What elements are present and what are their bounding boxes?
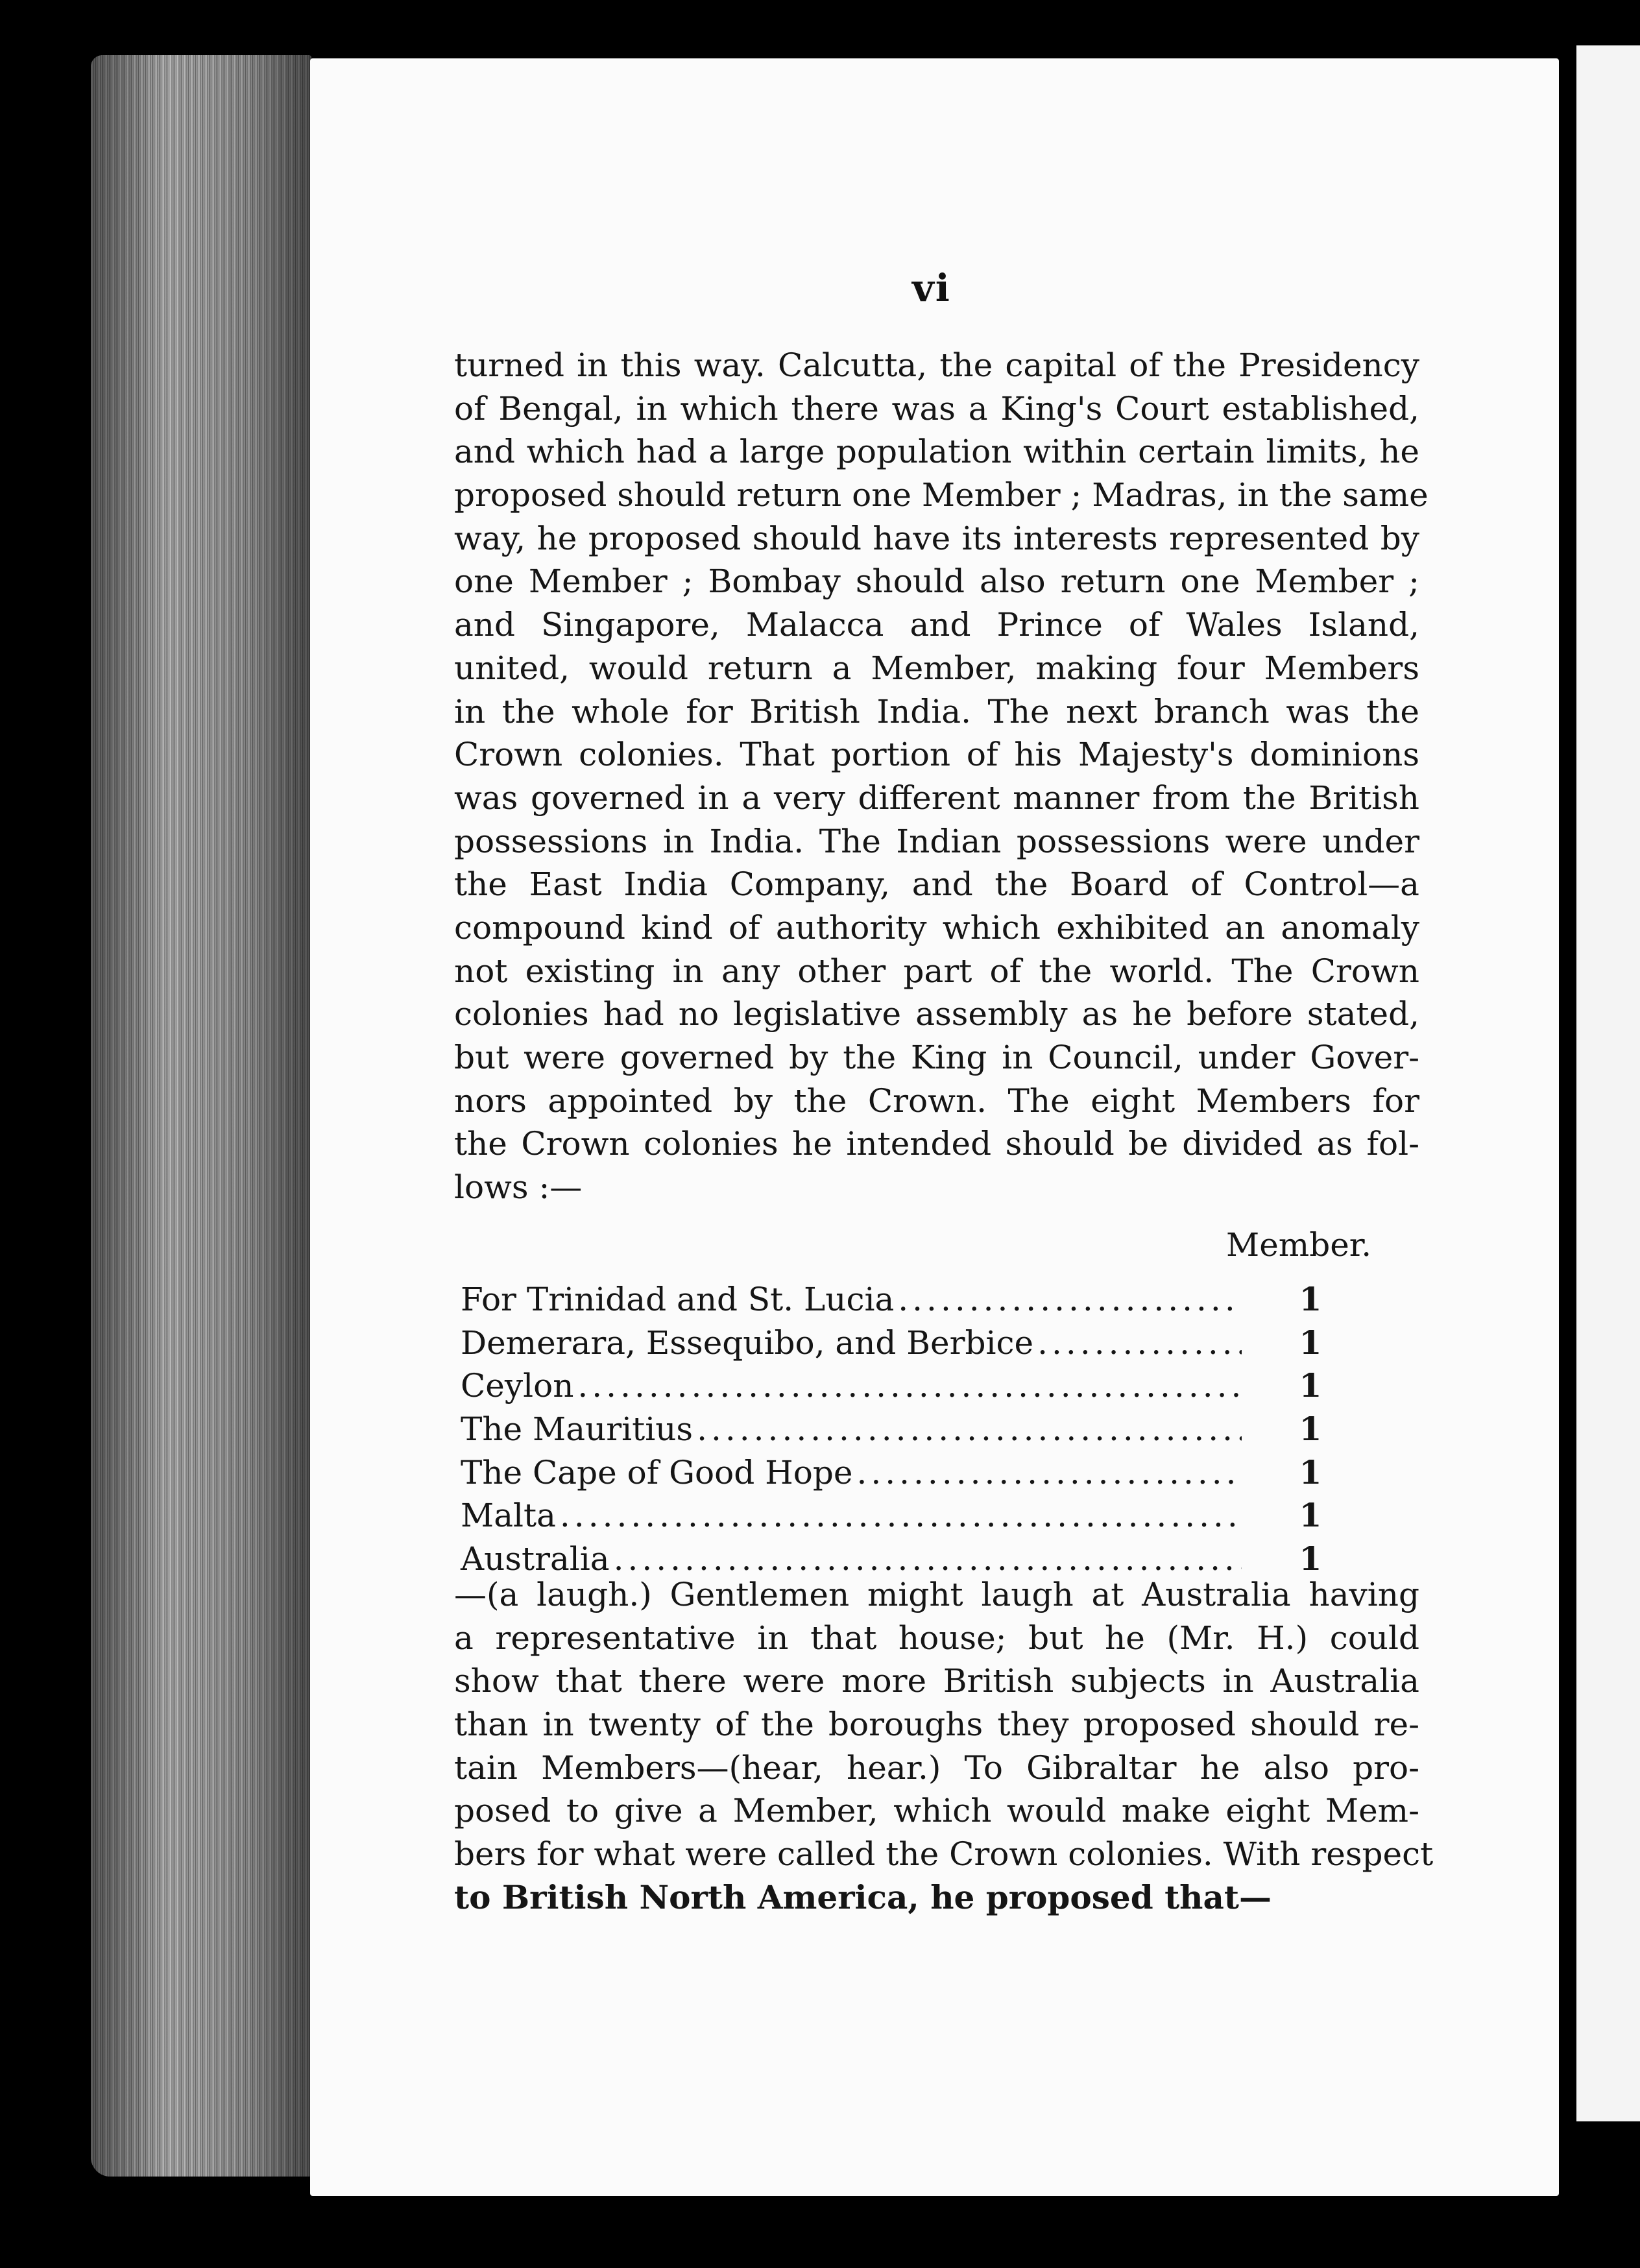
text-line: and which had a large population within certain limits, he xyxy=(454,433,1419,471)
text-line: posed to give a Member, which would make eight Mem- xyxy=(454,1792,1419,1830)
row-value: 1 xyxy=(1299,1323,1322,1362)
leader-dots xyxy=(898,1278,1242,1321)
row-label: Australia xyxy=(461,1540,610,1578)
text-line: Crown colonies. That portion of his Majesty's dominions xyxy=(454,736,1419,774)
text-line: in the whole for British India. The next branch was the xyxy=(454,692,1419,730)
text-line: was governed in a very different manner from the British xyxy=(454,778,1419,817)
row-label: The Cape of Good Hope xyxy=(461,1453,853,1491)
text-line: proposed should return one Member ; Madras, in the same xyxy=(454,476,1429,514)
book-fore-edge-shadow xyxy=(91,55,311,2177)
text-line: of Bengal, in which there was a King's Court established, xyxy=(454,389,1419,428)
row-value: 1 xyxy=(1299,1453,1322,1491)
table-row xyxy=(461,1321,1336,1365)
row-label: The Mauritius xyxy=(461,1410,693,1449)
row-label: Ceylon xyxy=(461,1367,574,1405)
leader-dots xyxy=(856,1451,1242,1495)
table-row xyxy=(461,1451,1336,1495)
row-label: Demerara, Essequibo, and Berbice xyxy=(461,1323,1034,1362)
row-value: 1 xyxy=(1299,1496,1322,1535)
text-line: united, would return a Member, making four Members xyxy=(454,649,1419,687)
text-line: one Member ; Bombay should also return one Member ; xyxy=(454,562,1419,601)
row-value: 1 xyxy=(1299,1366,1322,1405)
text-line: lows :— xyxy=(454,1168,583,1207)
table-row xyxy=(461,1408,1336,1451)
leader-dots xyxy=(577,1364,1242,1408)
text-line: but were governed by the King in Council, under Gover- xyxy=(454,1039,1419,1076)
facing-page-edge xyxy=(1576,45,1640,2121)
text-line: turned in this way. Calcutta, the capital of the Presidency xyxy=(454,346,1419,384)
paragraph-1 xyxy=(454,344,1429,1209)
members-table xyxy=(461,1278,1336,1581)
text-line: to British North America, he proposed that— xyxy=(454,1877,1272,1916)
leader-dots xyxy=(560,1494,1242,1538)
row-value: 1 xyxy=(1299,1539,1322,1578)
leader-dots xyxy=(697,1408,1242,1451)
text-line: not existing in any other part of the world. The Crown xyxy=(454,952,1419,990)
text-line: the East India Company, and the Board of Control—a xyxy=(454,865,1419,904)
table-row xyxy=(461,1278,1336,1321)
text-line: nors appointed by the Crown. The eight Members for xyxy=(454,1081,1419,1120)
leader-dots xyxy=(1037,1321,1242,1365)
row-label: For Trinidad and St. Lucia xyxy=(461,1281,895,1318)
text-line: colonies had no legislative assembly as he before stated, xyxy=(454,995,1419,1033)
page-number: vi xyxy=(912,266,951,310)
text-line: bers for what were called the Crown colonies. With respect xyxy=(454,1835,1434,1874)
row-value: 1 xyxy=(1299,1280,1322,1318)
row-value: 1 xyxy=(1299,1410,1322,1449)
text-line: tain Members—(hear, hear.) To Gibraltar he also pro- xyxy=(454,1748,1419,1787)
text-line: —(a laugh.) Gentlemen might laugh at Australia having xyxy=(454,1576,1419,1613)
paragraph-2 xyxy=(454,1573,1434,1920)
text-line: show that there were more British subjects in Australia xyxy=(454,1662,1419,1700)
text-line: and Singapore, Malacca and Prince of Wales Island, xyxy=(454,606,1419,644)
text-line: possessions in India. The Indian possessions were under xyxy=(454,822,1419,860)
text-line: compound kind of authority which exhibited an anomaly xyxy=(454,908,1419,947)
text-line: the Crown colonies he intended should be divided as fol- xyxy=(454,1125,1419,1163)
table-row xyxy=(461,1364,1336,1408)
row-label: Malta xyxy=(461,1497,556,1535)
table-row xyxy=(461,1494,1336,1538)
table-column-header: Member. xyxy=(1226,1226,1372,1264)
text-line: a representative in that house; but he (Mr. H.) could xyxy=(454,1619,1419,1657)
text-line: than in twenty of the boroughs they proposed should re- xyxy=(454,1706,1419,1744)
text-line: way, he proposed should have its interests represented by xyxy=(454,519,1419,557)
